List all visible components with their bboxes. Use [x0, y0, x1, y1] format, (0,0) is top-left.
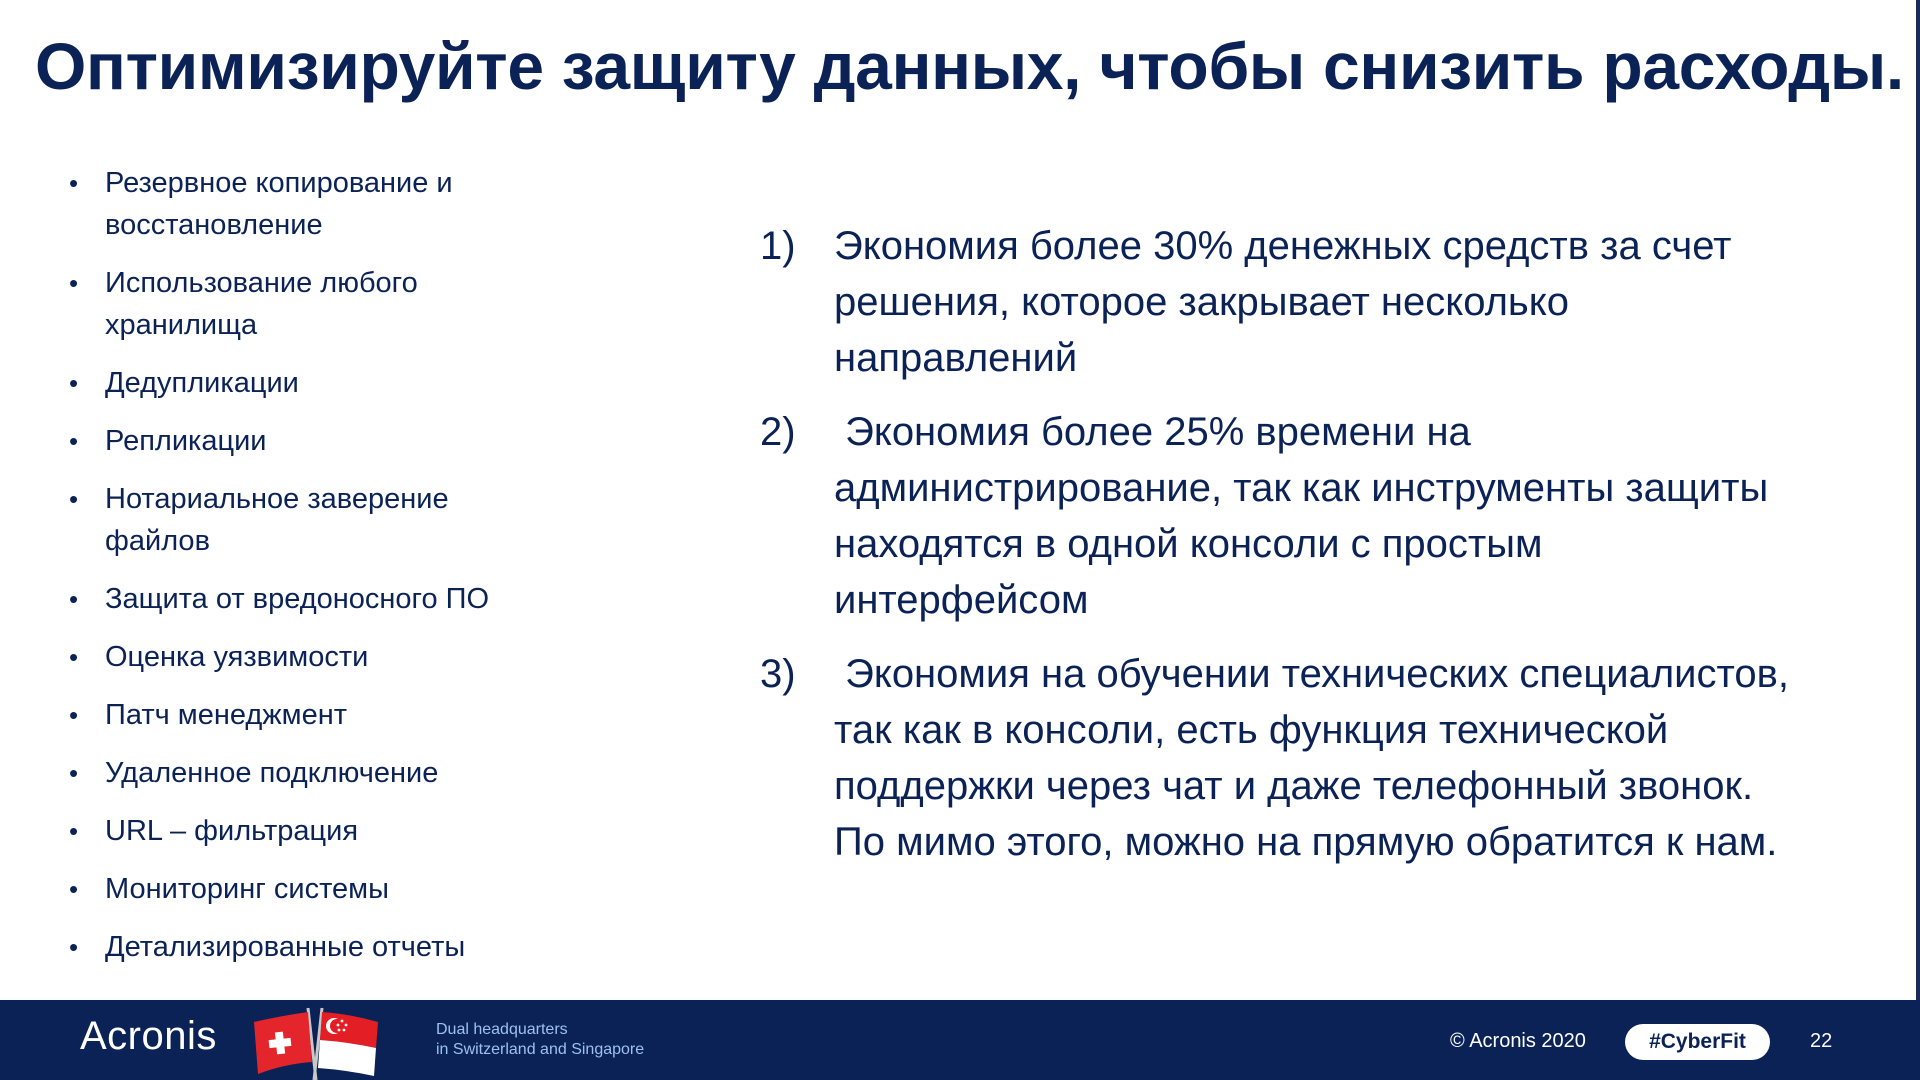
bullet-icon: • — [69, 584, 79, 614]
flags-icon — [250, 1004, 410, 1080]
benefit-text: администрирование, так как инструменты защиты — [834, 466, 1769, 510]
feature-item — [65, 362, 625, 404]
feature-item — [65, 926, 625, 968]
benefit-item — [760, 404, 1870, 628]
hq-line-1: Dual headquarters — [436, 1021, 568, 1038]
benefit-text: находятся в одной консоли с простым — [834, 522, 1543, 566]
feature-text: URL – фильтрация — [105, 815, 359, 847]
bullet-icon: • — [69, 874, 79, 904]
bullet-icon: • — [69, 816, 79, 846]
feature-item — [65, 420, 625, 462]
bullet-icon: • — [69, 484, 79, 514]
benefit-text: решения, которое закрывает несколько — [834, 280, 1569, 324]
feature-text: Репликации — [105, 425, 267, 457]
benefit-text: Экономия более 30% денежных средств за счет — [834, 224, 1732, 268]
feature-text: Патч менеджмент — [105, 699, 348, 731]
feature-item — [65, 694, 625, 736]
cyberfit-badge: #CyberFit — [1625, 1024, 1770, 1060]
benefit-text: так как в консоли, есть функция технической — [834, 708, 1669, 752]
benefit-text: Экономия более 25% времени на — [834, 410, 1471, 454]
feature-text: хранилища — [105, 309, 258, 341]
benefit-text: интерфейсом — [834, 578, 1089, 622]
feature-item — [65, 810, 625, 852]
feature-item — [65, 868, 625, 910]
feature-text: Нотариальное заверение — [105, 483, 449, 515]
feature-text: файлов — [105, 525, 210, 557]
benefit-text: поддержки через чат и даже телефонный звонок. — [834, 764, 1754, 808]
benefit-text: направлений — [834, 336, 1078, 380]
slide-title: Оптимизируйте защиту данных, чтобы снизить расходы. — [35, 29, 1904, 103]
bullet-icon: • — [69, 168, 79, 198]
benefit-number: 1) — [760, 224, 796, 268]
feature-text: Оценка уязвимости — [105, 641, 369, 673]
headquarters-note — [436, 1020, 644, 1060]
benefit-text: По мимо этого, можно на прямую обратится к нам. — [834, 820, 1778, 864]
feature-text: Удаленное подключение — [105, 757, 439, 789]
bullet-icon: • — [69, 932, 79, 962]
benefit-text: Экономия на обучении технических специалистов, — [834, 652, 1789, 696]
feature-item — [65, 578, 625, 620]
bullet-icon: • — [69, 426, 79, 456]
bullet-icon: • — [69, 368, 79, 398]
right-edge-line — [1916, 0, 1920, 1000]
page-number: 22 — [1810, 1030, 1833, 1052]
acronis-logo: Acronis — [80, 1014, 217, 1058]
benefit-item — [760, 218, 1870, 386]
feature-text: Использование любого — [105, 267, 418, 299]
feature-item — [65, 752, 625, 794]
bullet-icon: • — [69, 758, 79, 788]
bullet-icon: • — [69, 642, 79, 672]
feature-text: восстановление — [105, 209, 323, 241]
benefits-list — [760, 218, 1870, 888]
benefit-item — [760, 646, 1870, 870]
benefit-number: 2) — [760, 410, 796, 454]
feature-text: Дедупликации — [105, 367, 299, 399]
bullet-icon: • — [69, 700, 79, 730]
benefit-number: 3) — [760, 652, 796, 696]
feature-item — [65, 162, 625, 246]
feature-item — [65, 636, 625, 678]
feature-text: Мониторинг системы — [105, 873, 389, 905]
feature-item — [65, 262, 625, 346]
feature-text: Защита от вредоносного ПО — [105, 583, 490, 615]
hq-line-2: in Switzerland and Singapore — [436, 1041, 645, 1058]
feature-text: Резервное копирование и — [105, 167, 453, 199]
bullet-icon: • — [69, 268, 79, 298]
feature-item — [65, 478, 625, 562]
copyright: © Acronis 2020 — [1450, 1030, 1586, 1052]
feature-list — [65, 162, 625, 984]
feature-text: Детализированные отчеты — [105, 931, 466, 963]
